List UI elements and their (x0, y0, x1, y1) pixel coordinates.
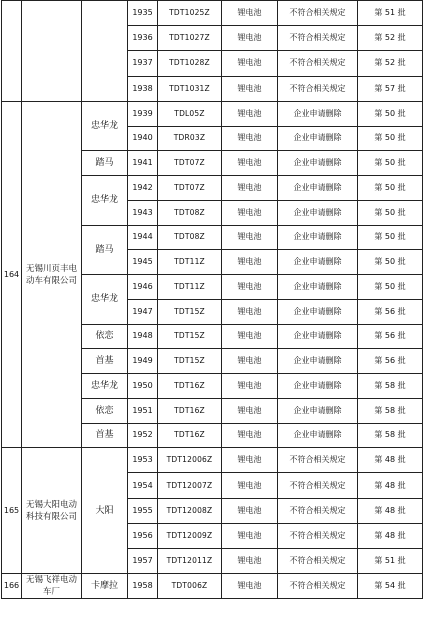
reason-cell: 企业申请删除 (278, 225, 358, 250)
batch-cell: 第 50 批 (358, 101, 423, 126)
reason-cell: 不符合相关规定 (278, 498, 358, 523)
brand-cell: 依恋 (82, 324, 128, 349)
reason-cell: 企业申请删除 (278, 176, 358, 201)
serial-number-cell: 1950 (128, 374, 158, 399)
reason-cell: 企业申请删除 (278, 349, 358, 374)
batch-cell: 第 56 批 (358, 324, 423, 349)
brand-cell: 依恋 (82, 398, 128, 423)
reason-cell: 不符合相关规定 (278, 1, 358, 26)
model-cell: TDT12006Z (158, 448, 222, 473)
reason-cell: 企业申请删除 (278, 200, 358, 225)
battery-type-cell: 锂电池 (222, 473, 278, 498)
model-cell: TDT12011Z (158, 549, 222, 574)
brand-cell: 卡摩拉 (82, 574, 128, 599)
model-cell: TDT12008Z (158, 498, 222, 523)
batch-cell: 第 50 批 (358, 151, 423, 176)
batch-cell: 第 48 批 (358, 523, 423, 548)
reason-cell: 不符合相关规定 (278, 51, 358, 76)
serial-number-cell: 1956 (128, 523, 158, 548)
serial-number-cell: 1935 (128, 1, 158, 26)
model-cell: TDT11Z (158, 250, 222, 275)
table-row (2, 574, 423, 599)
battery-type-cell: 锂电池 (222, 299, 278, 324)
serial-number-cell: 1940 (128, 126, 158, 151)
brand-cell: 踏马 (82, 151, 128, 176)
batch-cell: 第 48 批 (358, 448, 423, 473)
serial-number-cell: 1937 (128, 51, 158, 76)
group-number-cell: 166 (2, 574, 22, 599)
batch-cell: 第 57 批 (358, 76, 423, 101)
model-cell: TDT15Z (158, 299, 222, 324)
battery-type-cell: 锂电池 (222, 250, 278, 275)
serial-number-cell: 1948 (128, 324, 158, 349)
battery-type-cell: 锂电池 (222, 76, 278, 101)
serial-number-cell: 1946 (128, 275, 158, 300)
model-cell: TDR03Z (158, 126, 222, 151)
serial-number-cell: 1944 (128, 225, 158, 250)
batch-cell: 第 58 批 (358, 423, 423, 448)
batch-cell: 第 50 批 (358, 275, 423, 300)
serial-number-cell: 1941 (128, 151, 158, 176)
table-row (2, 101, 423, 126)
brand-cell (82, 1, 128, 102)
model-cell: TDT12009Z (158, 523, 222, 548)
battery-type-cell: 锂电池 (222, 200, 278, 225)
battery-type-cell: 锂电池 (222, 151, 278, 176)
batch-cell: 第 51 批 (358, 549, 423, 574)
battery-type-cell: 锂电池 (222, 51, 278, 76)
reason-cell: 企业申请删除 (278, 250, 358, 275)
battery-type-cell: 锂电池 (222, 101, 278, 126)
reason-cell: 企业申请删除 (278, 275, 358, 300)
company-name-cell (22, 1, 82, 102)
company-name-cell: 无锡飞祥电动车厂 (22, 574, 82, 599)
serial-number-cell: 1953 (128, 448, 158, 473)
model-cell: TDT1025Z (158, 1, 222, 26)
table-row (2, 448, 423, 473)
company-name-cell: 无锡川页丰电动车有限公司 (22, 101, 82, 448)
batch-cell: 第 58 批 (358, 398, 423, 423)
serial-number-cell: 1938 (128, 76, 158, 101)
brand-cell: 忠华龙 (82, 275, 128, 325)
brand-cell: 踏马 (82, 225, 128, 275)
model-cell: TDT08Z (158, 200, 222, 225)
reason-cell: 不符合相关规定 (278, 448, 358, 473)
serial-number-cell: 1945 (128, 250, 158, 275)
model-cell: TDT1028Z (158, 51, 222, 76)
battery-type-cell: 锂电池 (222, 374, 278, 399)
reason-cell: 企业申请删除 (278, 126, 358, 151)
battery-type-cell: 锂电池 (222, 225, 278, 250)
batch-cell: 第 56 批 (358, 299, 423, 324)
model-cell: TDT15Z (158, 349, 222, 374)
battery-type-cell: 锂电池 (222, 549, 278, 574)
battery-type-cell: 锂电池 (222, 324, 278, 349)
batch-cell: 第 48 批 (358, 473, 423, 498)
model-cell: TDT12007Z (158, 473, 222, 498)
battery-type-cell: 锂电池 (222, 448, 278, 473)
model-cell: TDL05Z (158, 101, 222, 126)
model-cell: TDT08Z (158, 225, 222, 250)
battery-type-cell: 锂电池 (222, 275, 278, 300)
reason-cell: 企业申请删除 (278, 324, 358, 349)
serial-number-cell: 1936 (128, 26, 158, 51)
battery-type-cell: 锂电池 (222, 398, 278, 423)
model-cell: TDT15Z (158, 324, 222, 349)
group-number-cell (2, 1, 22, 102)
batch-cell: 第 50 批 (358, 126, 423, 151)
model-cell: TDT11Z (158, 275, 222, 300)
brand-cell: 首基 (82, 423, 128, 448)
serial-number-cell: 1951 (128, 398, 158, 423)
batch-cell: 第 50 批 (358, 250, 423, 275)
batch-cell: 第 54 批 (358, 574, 423, 599)
record-table-container (1, 0, 423, 599)
brand-cell: 忠华龙 (82, 374, 128, 399)
record-table-body (2, 1, 423, 599)
serial-number-cell: 1949 (128, 349, 158, 374)
batch-cell: 第 50 批 (358, 176, 423, 201)
brand-cell: 大阳 (82, 448, 128, 574)
battery-type-cell: 锂电池 (222, 574, 278, 599)
batch-cell: 第 52 批 (358, 26, 423, 51)
model-cell: TDT16Z (158, 374, 222, 399)
model-cell: TDT16Z (158, 398, 222, 423)
reason-cell: 企业申请删除 (278, 151, 358, 176)
brand-cell: 首基 (82, 349, 128, 374)
battery-type-cell: 锂电池 (222, 523, 278, 548)
model-cell: TDT1031Z (158, 76, 222, 101)
record-table (1, 0, 423, 599)
battery-type-cell: 锂电池 (222, 349, 278, 374)
batch-cell: 第 52 批 (358, 51, 423, 76)
model-cell: TDT07Z (158, 151, 222, 176)
battery-type-cell: 锂电池 (222, 423, 278, 448)
serial-number-cell: 1958 (128, 574, 158, 599)
serial-number-cell: 1947 (128, 299, 158, 324)
group-number-cell: 164 (2, 101, 22, 448)
batch-cell: 第 51 批 (358, 1, 423, 26)
table-row (2, 1, 423, 26)
batch-cell: 第 56 批 (358, 349, 423, 374)
serial-number-cell: 1955 (128, 498, 158, 523)
reason-cell: 不符合相关规定 (278, 549, 358, 574)
reason-cell: 不符合相关规定 (278, 574, 358, 599)
model-cell: TDT006Z (158, 574, 222, 599)
brand-cell: 忠华龙 (82, 101, 128, 151)
reason-cell: 企业申请删除 (278, 423, 358, 448)
battery-type-cell: 锂电池 (222, 1, 278, 26)
brand-cell: 忠华龙 (82, 176, 128, 226)
reason-cell: 不符合相关规定 (278, 26, 358, 51)
batch-cell: 第 48 批 (358, 498, 423, 523)
model-cell: TDT1027Z (158, 26, 222, 51)
company-name-cell: 无锡大阳电动科技有限公司 (22, 448, 82, 574)
reason-cell: 企业申请删除 (278, 101, 358, 126)
serial-number-cell: 1952 (128, 423, 158, 448)
battery-type-cell: 锂电池 (222, 126, 278, 151)
reason-cell: 企业申请删除 (278, 299, 358, 324)
serial-number-cell: 1939 (128, 101, 158, 126)
reason-cell: 不符合相关规定 (278, 76, 358, 101)
reason-cell: 不符合相关规定 (278, 473, 358, 498)
batch-cell: 第 50 批 (358, 200, 423, 225)
batch-cell: 第 50 批 (358, 225, 423, 250)
model-cell: TDT16Z (158, 423, 222, 448)
battery-type-cell: 锂电池 (222, 26, 278, 51)
serial-number-cell: 1943 (128, 200, 158, 225)
serial-number-cell: 1957 (128, 549, 158, 574)
batch-cell: 第 58 批 (358, 374, 423, 399)
serial-number-cell: 1954 (128, 473, 158, 498)
serial-number-cell: 1942 (128, 176, 158, 201)
reason-cell: 企业申请删除 (278, 398, 358, 423)
battery-type-cell: 锂电池 (222, 176, 278, 201)
reason-cell: 不符合相关规定 (278, 523, 358, 548)
model-cell: TDT07Z (158, 176, 222, 201)
reason-cell: 企业申请删除 (278, 374, 358, 399)
group-number-cell: 165 (2, 448, 22, 574)
battery-type-cell: 锂电池 (222, 498, 278, 523)
